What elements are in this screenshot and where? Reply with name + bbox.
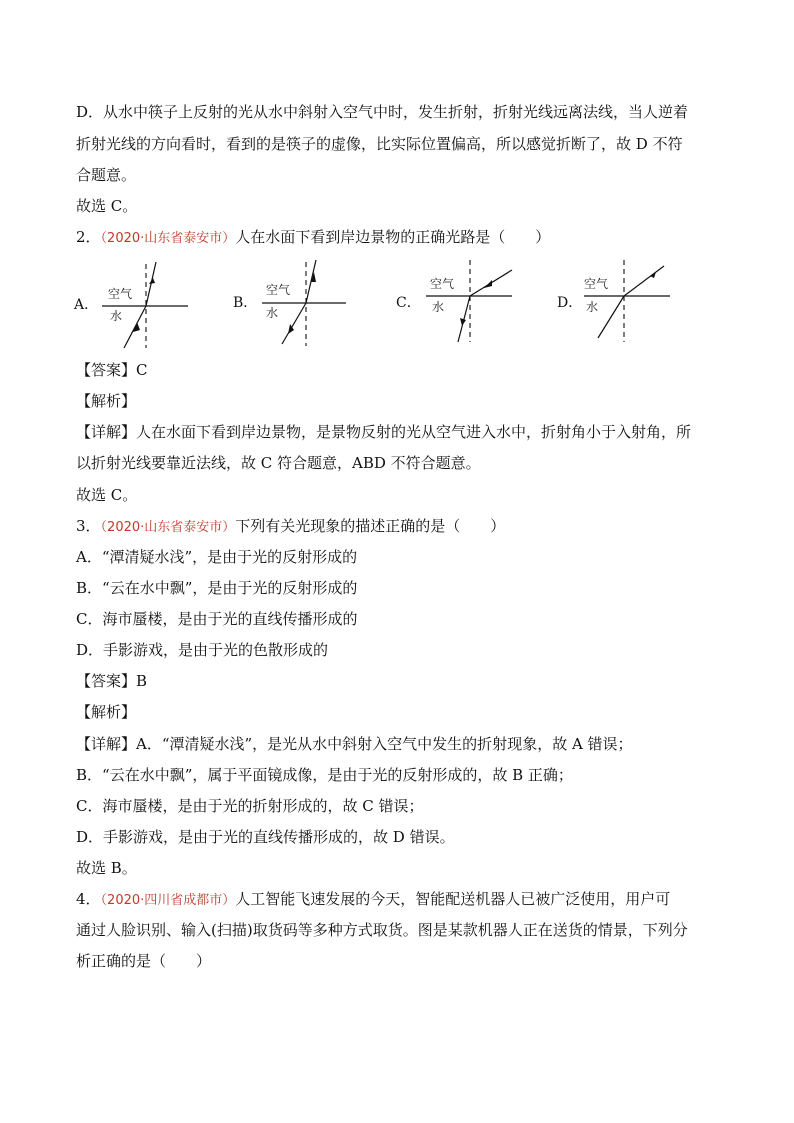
prev-explanation-d-line2: 折射光线的方向看时，看到的是筷子的虚像，比实际位置偏高，所以感觉折断了，故 D 不符 xyxy=(76,135,683,153)
q3-source: （2020·山东省泰安市） xyxy=(100,520,236,535)
q2-b-air-label: 空气 xyxy=(266,283,291,297)
prev-explanation-d-line1: D．从水中筷子上反射的光从水中斜射入空气中时，发生折射，折射光线远离法线，当人逆着 xyxy=(76,103,689,121)
q3-detail-b: B．“云在水中飘”，属于平面镜成像，是由于光的反射形成的，故 B 正确； xyxy=(76,766,573,784)
q4-source: （2020·四川省成都市） xyxy=(100,893,236,908)
q3-detail-line-a xyxy=(76,734,736,754)
q3-option-c: C．海市蜃楼，是由于光的直线传播形成的 xyxy=(76,610,358,628)
q3-option-d: D．手影游戏，是由于光的色散形成的 xyxy=(76,641,329,659)
q3-stem: 下列有关光现象的描述正确的是（ ） xyxy=(235,517,506,535)
q3-answer-line xyxy=(76,671,736,691)
q3-analysis-tag: 【解析】 xyxy=(76,703,137,721)
q2-option-c-diagram xyxy=(426,258,518,354)
q2-number: 2． xyxy=(76,228,101,246)
q2-detail-text1: 人在水面下看到岸边景物，是景物反射的光从空气进入水中，折射角小于入射角，所 xyxy=(136,423,692,441)
q3-answer: B xyxy=(136,672,148,690)
q4-stem-line2: 通过人脸识别、输入(扫描)取货码等多种方式取货。图是某款机器人正在送货的情景，下列分 xyxy=(76,921,688,939)
q3-detail-d: D．手影游戏，是由于光的直线传播形成的，故 D 错误。 xyxy=(76,828,455,846)
q4-number: 4． xyxy=(76,890,101,908)
q2-answer-tag: 【答案】 xyxy=(76,361,137,379)
q4-stem-text1: 人工智能飞速发展的今天，智能配送机器人已被广泛使用，用户可 xyxy=(235,890,671,908)
q2-c-air-label: 空气 xyxy=(430,277,455,291)
q2-answer-line xyxy=(76,360,736,380)
q2-option-b-letter: B． xyxy=(233,295,258,311)
q2-source: （2020·山东省泰安市） xyxy=(100,231,236,246)
q2-a-water-label: 水 xyxy=(110,309,123,323)
q2-detail-tag: 【详解】 xyxy=(76,423,137,441)
q2-b-water-label: 水 xyxy=(266,306,279,320)
q2-d-water-label: 水 xyxy=(586,300,599,314)
q2-answer: C xyxy=(136,361,148,379)
q3-stem-line xyxy=(76,516,736,538)
q3-number: 3． xyxy=(76,517,101,535)
q2-conclusion: 故选 C。 xyxy=(76,486,138,504)
q2-stem: 人在水面下看到岸边景物的正确光路是（ ） xyxy=(235,228,551,246)
q2-option-a-diagram xyxy=(102,258,192,354)
q2-detail-line1 xyxy=(76,422,736,442)
q4-stem-line1 xyxy=(76,889,736,911)
q3-option-a: A．“潭清疑水浅”，是由于光的反射形成的 xyxy=(76,548,358,566)
q2-option-c-letter: C． xyxy=(396,295,421,311)
q3-detail-c: C．海市蜃楼，是由于光的折射形成的，故 C 错误； xyxy=(76,797,424,815)
q3-conclusion: 故选 B。 xyxy=(76,859,137,877)
q2-option-b-diagram xyxy=(262,258,352,354)
q2-analysis-tag: 【解析】 xyxy=(76,392,137,410)
q2-d-air-label: 空气 xyxy=(584,277,609,291)
q2-option-a-letter: A． xyxy=(74,297,99,313)
q4-stem-line3: 析正确的是（ ） xyxy=(76,952,212,970)
q2-detail-line2: 以折射光线要靠近法线，故 C 符合题意，ABD 不符合题意。 xyxy=(76,454,481,472)
q2-stem-line xyxy=(76,227,736,249)
q2-option-d-letter: D． xyxy=(557,295,583,311)
q3-detail-a: A．“潭清疑水浅”，是光从水中斜射入空气中发生的折射现象，故 A 错误； xyxy=(136,735,633,753)
prev-conclusion: 故选 C。 xyxy=(76,197,138,215)
prev-explanation-d-line3: 合题意。 xyxy=(76,166,137,184)
q3-option-b: B．“云在水中飘”，是由于光的反射形成的 xyxy=(76,579,358,597)
q2-c-water-label: 水 xyxy=(432,300,445,314)
q3-answer-tag: 【答案】 xyxy=(76,672,137,690)
q2-a-air-label: 空气 xyxy=(108,287,133,301)
q2-option-d-diagram xyxy=(584,258,676,354)
q3-detail-tag: 【详解】 xyxy=(76,735,137,753)
